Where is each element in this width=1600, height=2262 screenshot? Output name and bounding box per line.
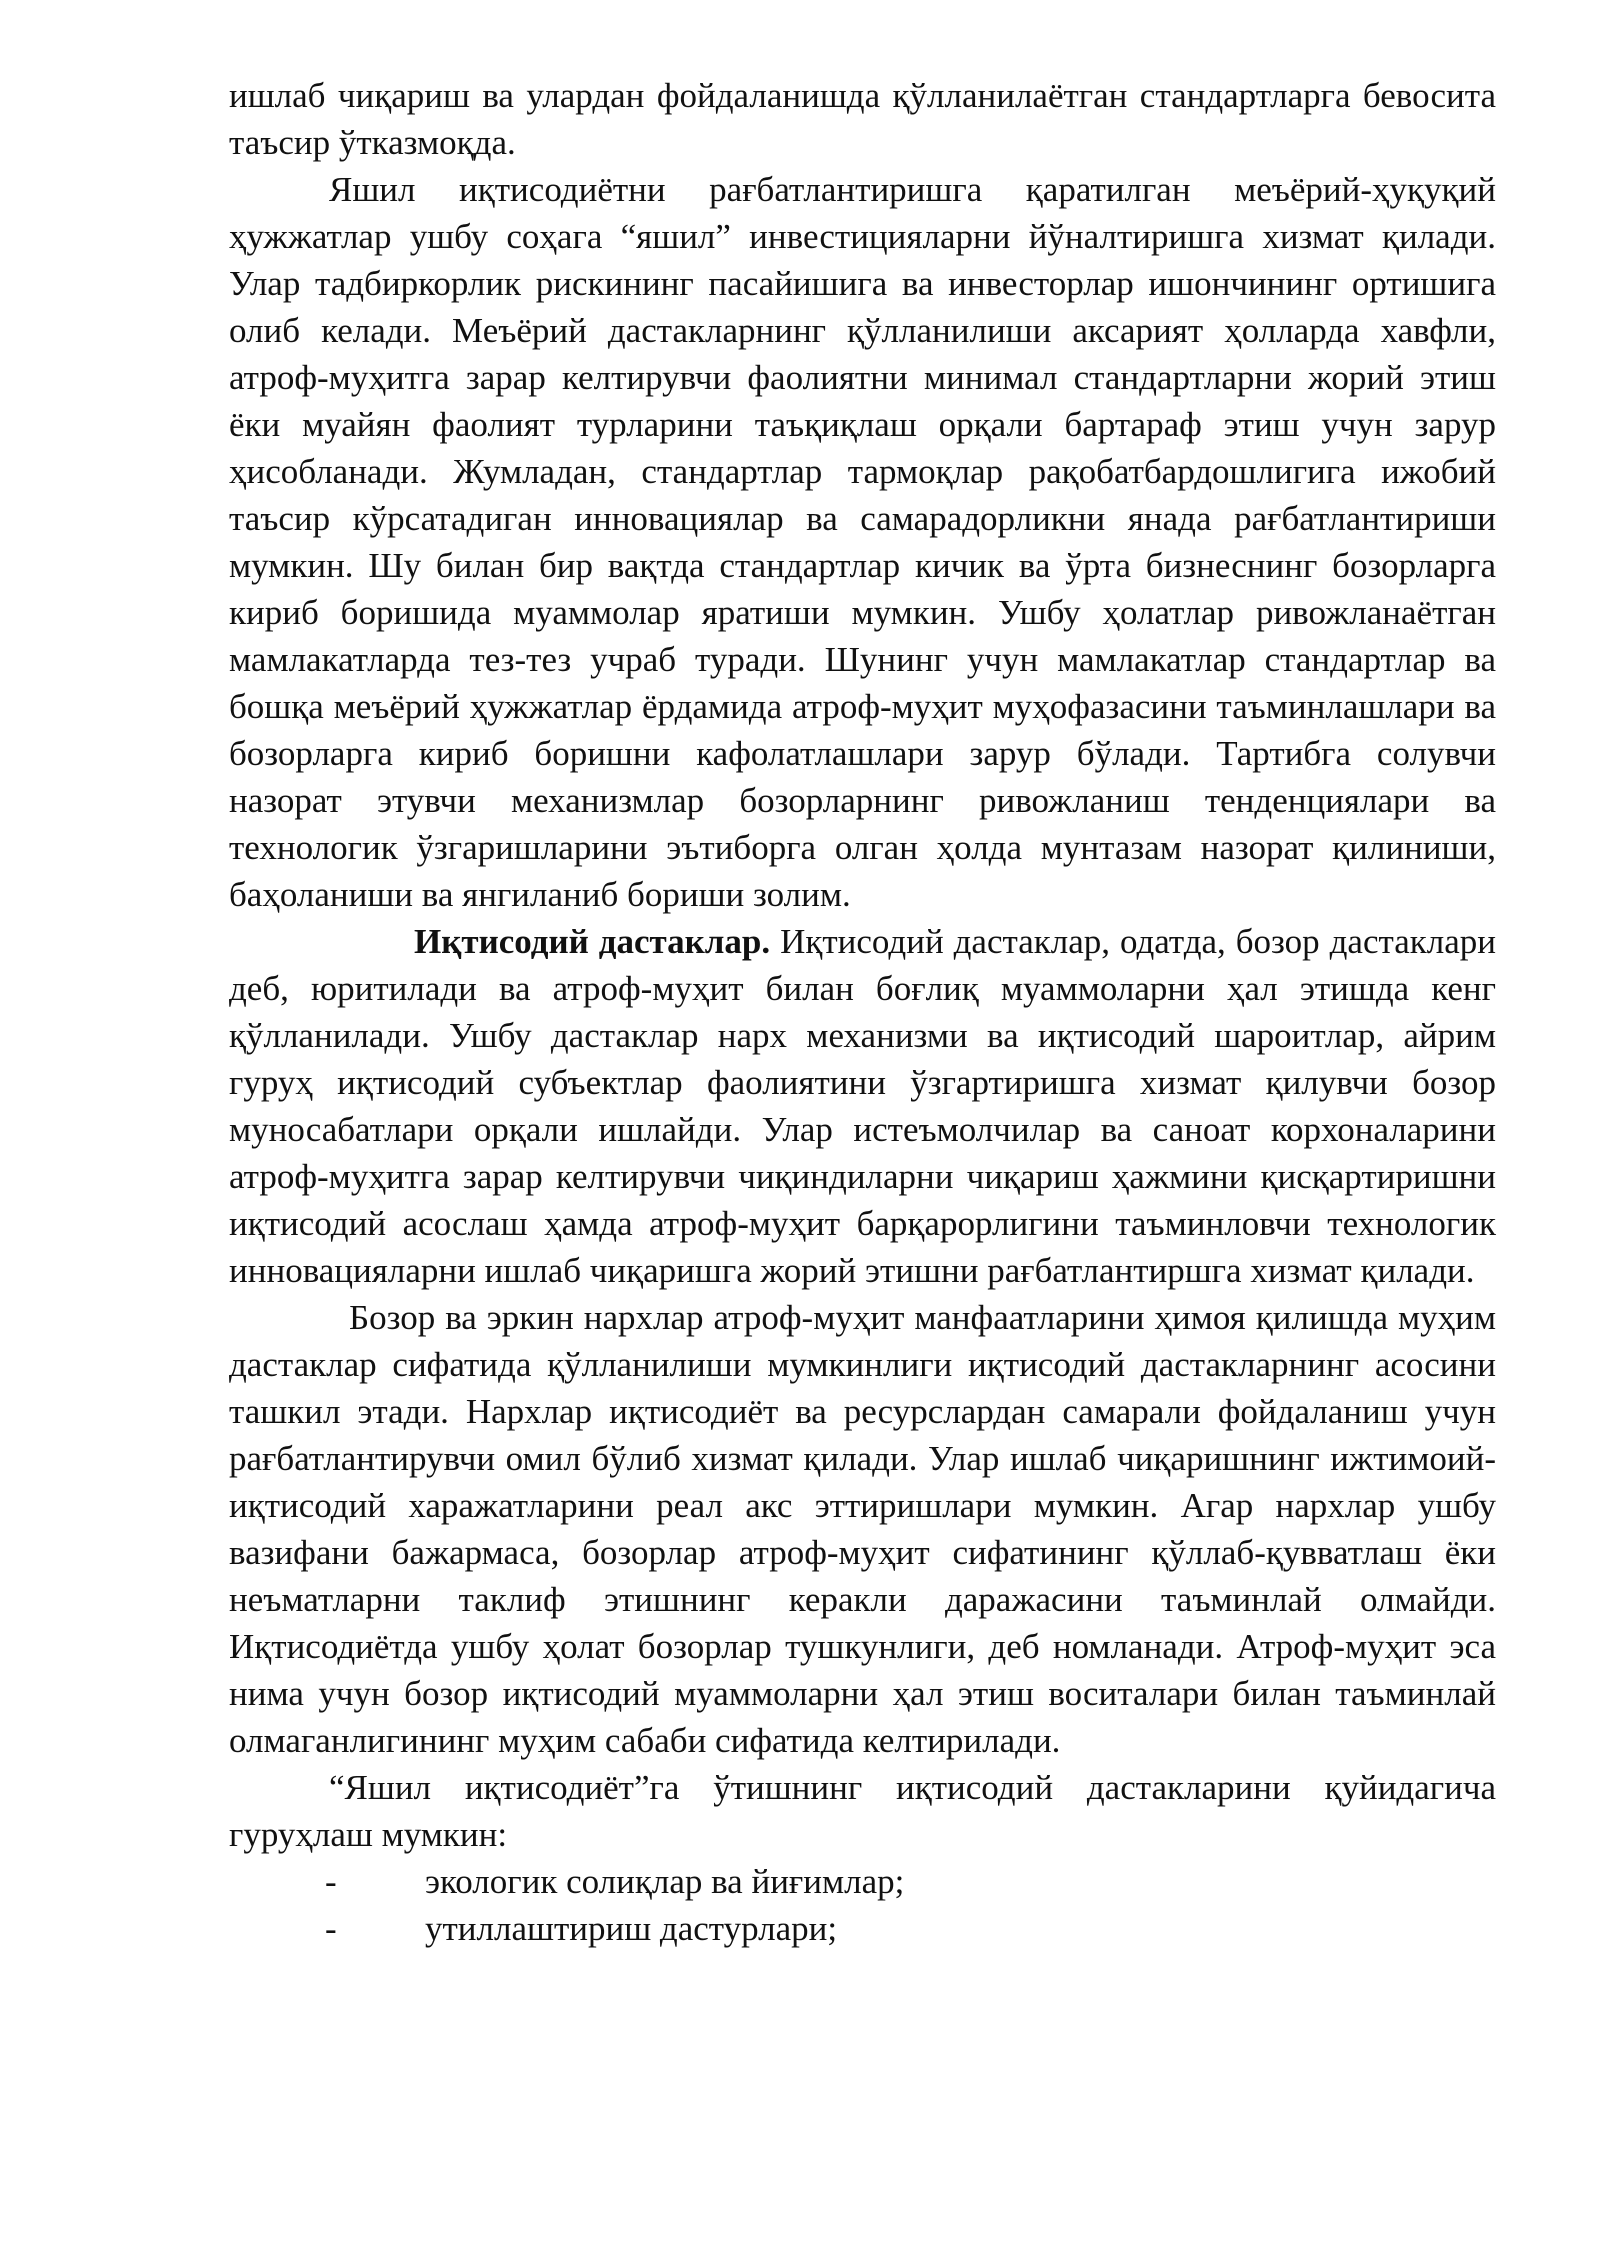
list-item — [229, 1905, 1496, 1952]
paragraph-intro: ишлаб чиқариш ва улардан фойдаланишда қўлланилаётган стандартларга бевосита таъсир ўтказмоқда. — [229, 76, 1496, 162]
list-dash: - — [325, 1862, 337, 1901]
list-item-text: экологик солиқлар ва йиғимлар; — [425, 1862, 905, 1901]
list-dash: - — [325, 1909, 337, 1948]
paragraph-markets: Бозор ва эркин нархлар атроф-муҳит манфаатларини ҳимоя қилишда муҳим дастаклар сифатида қўлланилиши мумкинлиги иқтисодий дастакларнинг асосини ташкил этади. Нархлар иқтисодиёт ва ресурслардан самарали фойдаланиш учун рағбатлантирувчи омил бўлиб хизмат қилади. Улар ишлаб чиқаришнинг ижтимоий-иқтисодий харажатларини реал акс эттиришлари мумкин. Агар нархлар ушбу вазифани бажармаса, бозорлар атроф-муҳит сифатининг қўллаб-қувватлаш ёки неъматларни таклиф этишнинг керакли даражасини таъминлай олмайди. Иқтисодиётда ушбу ҳолат бозорлар тушкунлиги, деб номланади. Атроф-муҳит эса нима учун бозор иқтисодий муаммоларни ҳал этиш воситалари билан таъминлай олмаганлигининг муҳим сабаби сифатида келтирилади. — [229, 1298, 1496, 1760]
lever-list — [229, 1858, 1496, 1952]
section-text: Иқтисодий дастаклар, одатда, бозор дастаклари деб, юритилади ва атроф-муҳит билан боғлиқ муаммоларни ҳал этишда кенг қўлланилади. Ушбу дастаклар нарх механизми ва иқтисодий шароитлар, айрим гуруҳ иқтисодий субъектлар фаолиятини ўзгартиришга хизмат қилувчи бозор муносабатлари орқали ишлайди. Улар истеъмолчилар ва саноат корхоналарини атроф-муҳитга зарар келтирувчи чиқиндиларни чиқариш ҳажмини қисқартиришни иқтисодий асослаш ҳамда атроф-муҳит барқарорлигини таъминловчи технологик инновацияларни ишлаб чиқаришга жорий этишни рағбатлантиршга хизмат қилади. — [229, 922, 1496, 1290]
document-page — [229, 72, 1496, 1952]
paragraph-regulatory: Яшил иқтисодиётни рағбатлантиришга қаратилган меъёрий-ҳуқуқий ҳужжатлар ушбу соҳага “яшил” инвестицияларни йўналтиришга хизмат қилади. Улар тадбиркорлик рискининг пасайишига ва инвесторлар ишончининг ортишига олиб келади. Меъёрий дастакларнинг қўлланилиши аксарият ҳолларда хавфли, атроф-муҳитга зарар келтирувчи фаолиятни минимал стандартларни жорий этиш ёки муайян фаолият турларини таъқиқлаш орқали бартараф этиш учун зарур ҳисобланади. Жумладан, стандартлар тармоқлар рақобатбардошлигига ижобий таъсир кўрсатадиган инновациялар ва самарадорликни янада рағбатлантириши мумкин. Шу билан бир вақтда стандартлар кичик ва ўрта бизнеснинг бозорларга кириб боришида муаммолар яратиши мумкин. Ушбу ҳолатлар ривожланаётган мамлакатларда тез-тез учраб туради. Шунинг учун мамлакатлар стандартлар ва бошқа меъёрий ҳужжатлар ёрдамида атроф-муҳит муҳофазасини таъминлашлари ва бозорларга кириб боришни кафолатлашлари зарур бўлади. Тартибга солувчи назорат этувчи механизмлар бозорларнинг ривожланиш тенденциялари ва технологик ўзгаришларини эътиборга олган ҳолда мунтазам назорат қилиниши, баҳоланиши ва янгиланиб бориши золим. — [229, 170, 1496, 914]
list-item-text: утиллаштириш дастурлари; — [425, 1909, 838, 1948]
list-item — [229, 1858, 1496, 1905]
paragraph-groups: “Яшил иқтисодиёт”га ўтишнинг иқтисодий дастакларини қуйидагича гуруҳлаш мумкин: — [229, 1768, 1496, 1854]
section-heading: Иқтисодий дастаклар. — [414, 922, 771, 961]
paragraph-economic-levers — [229, 918, 1496, 1294]
